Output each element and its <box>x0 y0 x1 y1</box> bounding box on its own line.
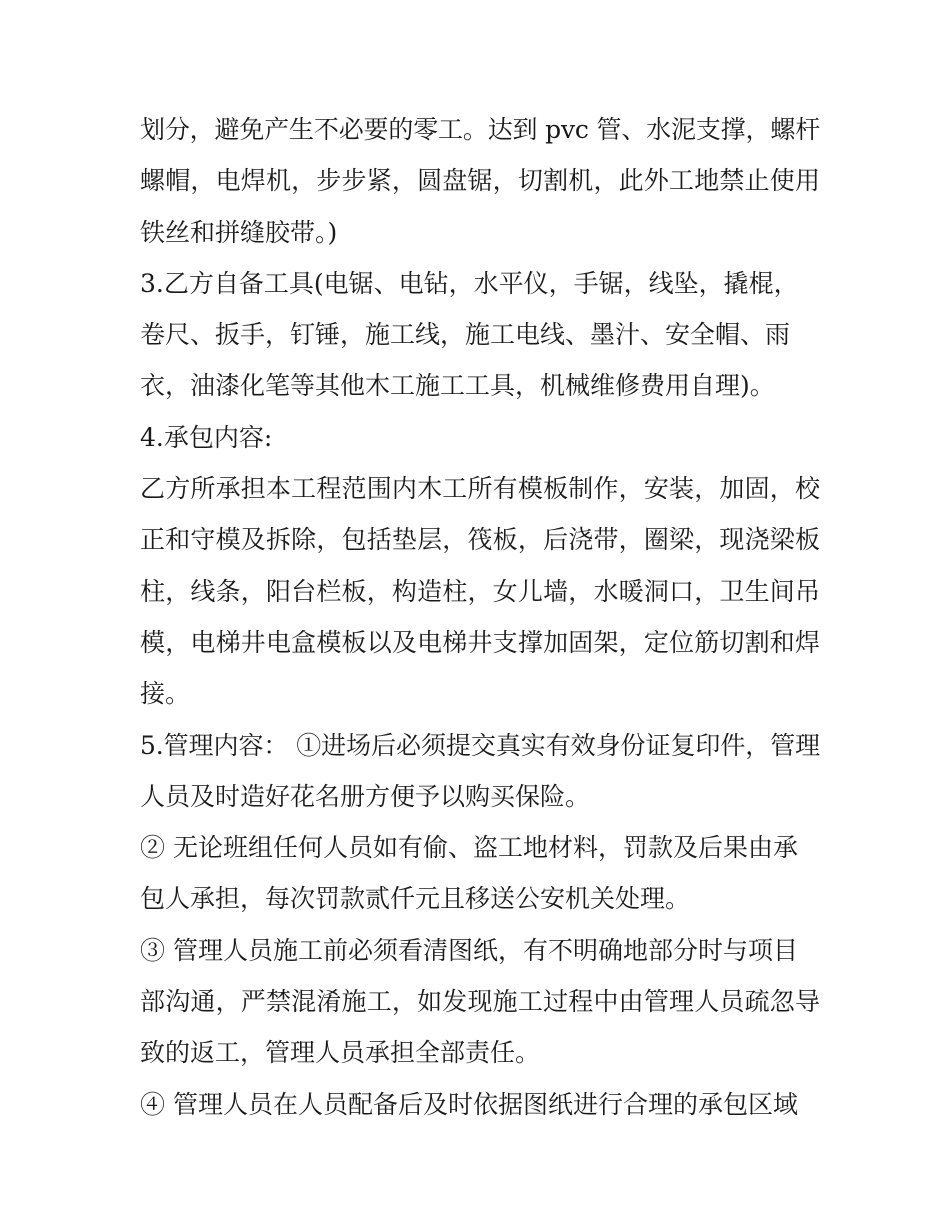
text-line-1: 划分，避免产生不必要的零工。达到 pvc 管、水泥支撑，螺杆 <box>140 115 820 144</box>
text-line-15: ② 无论班组任何人员如有偷、盗工地材料，罚款及后果由承 <box>140 833 798 863</box>
text-line-20: ④ 管理人员在人员配备后及时依据图纸进行合理的承包区域 <box>140 1089 798 1119</box>
text-line-11: 模，电梯井电盒模板以及电梯井支撑加固架，定位筋切割和焊 <box>140 627 820 657</box>
text-line-17: ③ 管理人员施工前必须看清图纸，有不明确地部分时与项目 <box>140 935 798 965</box>
text-line-6: 衣，油漆化笔等其他木工施工工具，机械维修费用自理)。 <box>140 371 775 401</box>
section-heading-4: 4.承包内容: <box>140 422 273 452</box>
text-line-8: 乙方所承担本工程范围内木工所有模板制作，安装，加固，校 <box>140 474 820 504</box>
text-line-18: 部沟通，严禁混淆施工，如发现施工过程中由管理人员疏忽导 <box>140 987 820 1017</box>
text-line-16: 包人承担，每次罚款贰仟元且移送公安机关处理。 <box>140 884 691 914</box>
text-line-3: 铁丝和拼缝胶带。) <box>140 217 338 247</box>
text-line-13: 5.管理内容： ①进场后必须提交真实有效身份证复印件，管理 <box>140 730 820 760</box>
text-line-12: 接。 <box>140 679 191 709</box>
text-line-5: 卷尺、扳手，钉锤，施工线，施工电线、墨汁、安全帽、雨 <box>140 320 791 350</box>
document-body <box>140 104 820 1130</box>
text-line-19: 致的返工，管理人员承担全部责任。 <box>140 1038 541 1068</box>
text-line-4: 3.乙方自备工具(电锯、电钻，水平仪，手锯，线坠，撬棍， <box>140 268 799 298</box>
text-line-14: 人员及时造好花名册方便予以购买保险。 <box>140 781 591 811</box>
text-line-10: 柱，线条，阳台栏板，构造柱，女儿墙，水暖洞口，卫生间吊 <box>140 576 820 606</box>
text-line-9: 正和守模及拆除，包括垫层，筏板，后浇带，圈梁，现浇梁板 <box>140 525 820 555</box>
text-line-2: 螺帽，电焊机，步步紧，圆盘锯，切割机，此外工地禁止使用 <box>140 166 820 196</box>
